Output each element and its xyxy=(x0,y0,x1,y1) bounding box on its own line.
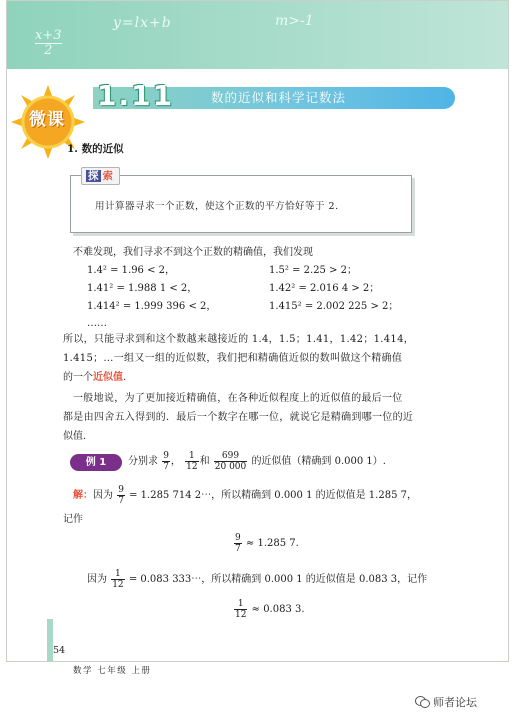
frac-num: 1 xyxy=(234,599,247,610)
page-number: 54 xyxy=(53,645,66,656)
solution-line-1 xyxy=(73,483,417,509)
frac-den: 12 xyxy=(235,610,247,620)
result-1-text: ≈ 1.285 7. xyxy=(245,538,299,549)
explore-box xyxy=(70,170,412,233)
frac-den: 7 xyxy=(235,544,241,554)
example-sep-2: 和 xyxy=(199,456,210,467)
intro-line: 不难发现，我们寻求不到这个正数的精确值，我们发现 xyxy=(73,247,313,258)
ellipsis: …… xyxy=(87,318,107,329)
explore-tag-char-2: 索 xyxy=(102,170,113,182)
eq-row-2-right: 1.42² = 2.016 4 > 2； xyxy=(269,283,380,294)
example-sep-1: ， xyxy=(170,456,181,467)
frac-den: 12 xyxy=(186,462,198,472)
p1-line3-suffix: . xyxy=(123,372,127,383)
frac-den: 20 000 xyxy=(214,462,247,472)
example-statement xyxy=(128,449,386,475)
wechat-icon xyxy=(415,696,429,707)
watermark-text: 师者论坛 xyxy=(433,696,477,709)
deco-denominator: 2 xyxy=(35,43,62,57)
fraction-9-7 xyxy=(234,533,242,554)
fraction-1-12 xyxy=(234,599,247,620)
frac-num: 9 xyxy=(235,533,241,543)
explore-tag-char-1: 探 xyxy=(88,170,99,182)
paragraph-2-line-1: 一般地说，为了更加接近精确值，在各种近似程度上的近似值的最后一位 xyxy=(73,393,403,404)
textbook-page xyxy=(6,0,509,662)
eq-row-1-right: 1.5² = 2.25 > 2； xyxy=(269,265,358,276)
subheading: 1. 数的近似 xyxy=(67,143,124,155)
result-2-text: ≈ 0.083 3. xyxy=(251,604,305,615)
frac-den: 12 xyxy=(112,580,124,590)
fraction-699-20000 xyxy=(214,451,248,472)
decorative-formula-fraction xyxy=(35,29,62,57)
eq-row-3-right: 1.415² = 2.002 225 > 2； xyxy=(269,301,399,312)
explore-text: 用计算器寻求一个正数，使这个正数的平方恰好等于 2. xyxy=(95,201,339,212)
p1-line3-prefix: 的一个 xyxy=(63,372,93,383)
example-prefix: 分别求 xyxy=(128,456,158,467)
example-suffix: 的近似值（精确到 0.000 1）. xyxy=(251,456,386,467)
result-2 xyxy=(233,597,305,623)
paragraph-1-line-2: 1.415；…一组又一组的近似数，我们把和精确值近似的数叫做这个精确值 xyxy=(63,353,403,364)
section-number: 1.11 xyxy=(97,79,175,112)
solution-label: 解： xyxy=(73,490,93,501)
deco-numerator: x+3 xyxy=(35,28,62,43)
watermark xyxy=(415,694,477,710)
solution-l3-prefix: 因为 xyxy=(87,574,107,585)
frac-num: 1 xyxy=(111,569,124,580)
paragraph-2-line-3: 似值． xyxy=(63,431,93,442)
fraction-1-12 xyxy=(185,451,198,472)
top-decorative-band xyxy=(7,1,508,69)
frac-num: 9 xyxy=(118,485,124,495)
solution-line-3 xyxy=(87,567,427,593)
frac-num: 9 xyxy=(163,451,169,461)
fraction-9-7 xyxy=(117,485,125,506)
eq-row-1-left: 1.4² = 1.96 < 2， xyxy=(87,265,176,276)
explore-tag xyxy=(81,167,120,185)
book-title-footer: 数学 七年级 上册 xyxy=(73,666,152,676)
example-tag: 例 1 xyxy=(70,454,122,471)
frac-num: 699 xyxy=(214,451,248,462)
solution-line-2: 记作 xyxy=(63,514,83,525)
fraction-9-7 xyxy=(162,451,170,472)
decorative-formula-inequality: m>-1 xyxy=(275,13,314,29)
solution-l1-prefix: 因为 xyxy=(93,490,113,501)
section-title: 数的近似和科学记数法 xyxy=(211,90,347,105)
badge-label: 微课 xyxy=(29,110,65,130)
paragraph-2-line-2: 都是由四舍五入得到的．最后一个数字在哪一位，就说它是精确到哪一位的近 xyxy=(63,412,414,423)
solution-l1-text: = 1.285 714 2⋯，所以精确到 0.000 1 的近似值是 1.285 7， xyxy=(129,490,417,501)
frac-num: 1 xyxy=(185,451,198,462)
decorative-formula-linear: y=lx+b xyxy=(113,15,172,31)
eq-row-3-left: 1.414² = 1.999 396 < 2， xyxy=(87,301,217,312)
fraction-1-12 xyxy=(111,569,124,590)
eq-row-2-left: 1.41² = 1.988 1 < 2， xyxy=(87,283,198,294)
frac-den: 7 xyxy=(163,462,169,472)
result-1 xyxy=(233,531,299,557)
frac-den: 7 xyxy=(118,496,124,506)
paragraph-1-line-3 xyxy=(63,371,126,385)
solution-l3-text: = 0.083 333⋯，所以精确到 0.000 1 的近似值是 0.083 3，记作 xyxy=(128,574,428,585)
paragraph-1-line-1: 所以，只能寻求到和这个数越来越接近的 1.4，1.5；1.41，1.42；1.414， xyxy=(63,334,415,345)
term-approximate-value: 近似值 xyxy=(93,372,123,383)
